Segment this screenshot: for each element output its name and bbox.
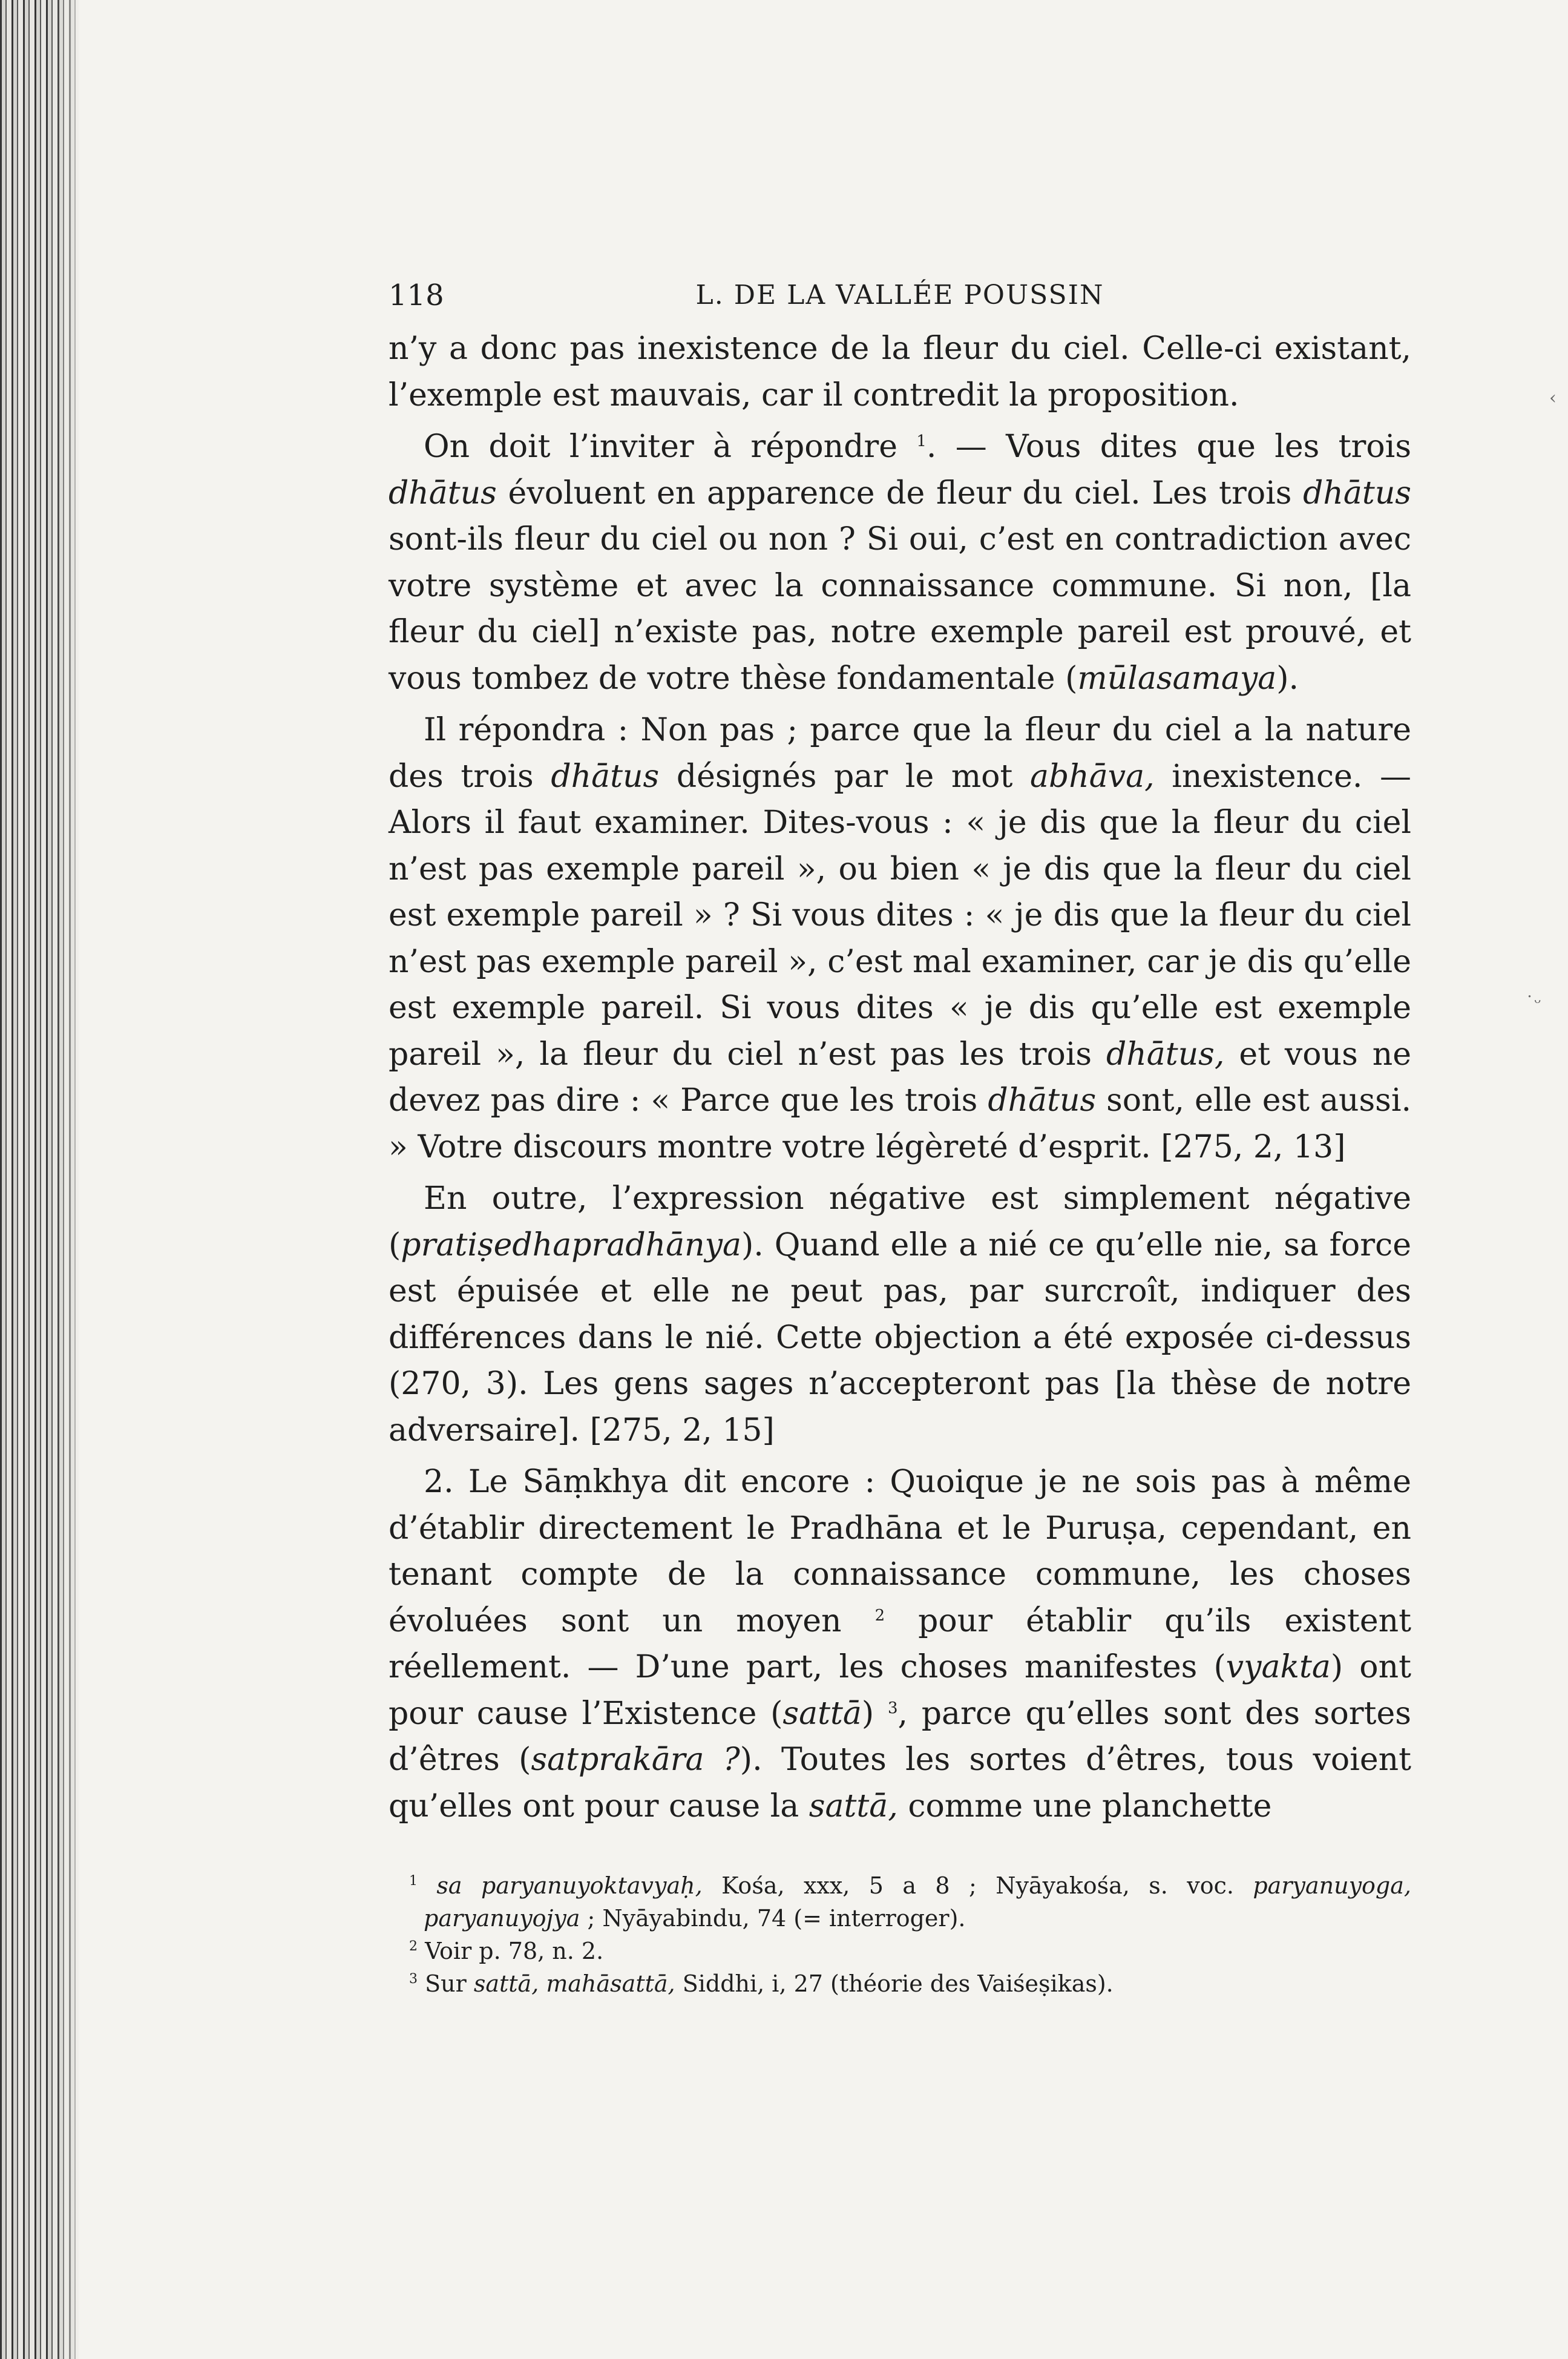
scan-speck: ‹ [1549,387,1557,409]
footnote-3: $^3$ Sur sattā, mahāsattā, Siddhi, i, 27 (théorie des Vaiśeṣikas). [409,1970,1114,1997]
paragraph-2: On doit l’inviter à répondre $^1$. — Vous dites que les trois dhātus évoluent en apparence de fleur du ciel. Les trois dhātus sont-ils fleur du ciel ou non ? Si oui, c’est en contradiction avec votre système et avec la connaissance commune. Si non, [la fleur du ciel] n’existe pas, notre exemple pareil est prouvé, et vous tombez de votre thèse fondamentale (mūlasamaya). [389,429,1412,697]
running-title: L. DE LA VALLÉE POUSSIN [695,280,1104,311]
footnotes [389,1869,1411,2000]
paragraph-4: En outre, l’expression négative est simplement négative (pratiṣedhapradhānya). Quand elle a nié ce qu’elle nie, sa force est épuisée et elle ne peut pas, par surcroît, indiquer des différences dans le nié. Cette objection a été exposée ci-dessus (270, 3). Les gens sages n’accepteront pas [la thèse de notre adversaire]. [275, 2, 15] [389,1180,1411,1449]
scan-speck: ˙ᵕ [1525,993,1541,1014]
page-header [389,266,1411,321]
footnote-ref-2: 2 [874,1606,885,1625]
paragraph-1: n’y a donc pas inexistence de la fleur du ciel. Celle-ci existant, l’exemple est mauvais, car il contredit la proposition. [389,331,1411,413]
paragraph-5: 2. Le Sāṃkhya dit encore : Quoique je ne sois pas à même d’établir directement le Pradhāna et le Puruṣa, cependant, en tenant compte de la connaissance commune, les choses évoluées sont un moyen $^2$ pour établir qu’ils existent réellement. — D’une part, les choses manifestes (vyakta) ont pour cause l’Existence (sattā) $^3$, parce qu’elles sont des sortes d’êtres (satprakāra ?). Toutes les sortes d’êtres, tous voient qu’elles ont pour cause la sattā, comme une planchette [389,1464,1412,1824]
footnote-1: $^1$ sa paryanuyoktavyaḥ, Kośa, xxx, 5 a 8 ; Nyāyakośa, s. voc. paryanuyoga, paryanuyojya ; Nyāyabindu, 74 (= interroger). [409,1872,1411,1932]
footnote-ref-3: 3 [887,1699,898,1717]
footnote-ref-1: 1 [916,432,927,450]
footnote-2: $^2$ Voir p. 78, n. 2. [409,1938,604,1964]
page-number: 118 [389,278,444,312]
book-page [389,266,1411,2000]
paragraph-3: Il répondra : Non pas ; parce que la fleur du ciel a la nature des trois dhātus désignés par le mot abhāva, inexistence. — Alors il faut examiner. Dites-vous : « je dis que la fleur du ciel n’est pas exemple pareil », ou bien « je dis que la fleur du ciel est exemple pareil » ? Si vous dites : « je dis que la fleur du ciel n’est pas exemple pareil », c’est mal examiner, car je dis qu’elle est exemple pareil. Si vous dites « je dis qu’elle est exemple pareil », la fleur du ciel n’est pas les trois dhātus, et vous ne devez pas dire : « Parce que les trois dhātus sont, elle est aussi. » Votre discours montre votre légèreté d’esprit. [275, 2, 13] [389,712,1412,1165]
binding-shadow [54,0,91,2359]
main-text [389,326,1411,1829]
